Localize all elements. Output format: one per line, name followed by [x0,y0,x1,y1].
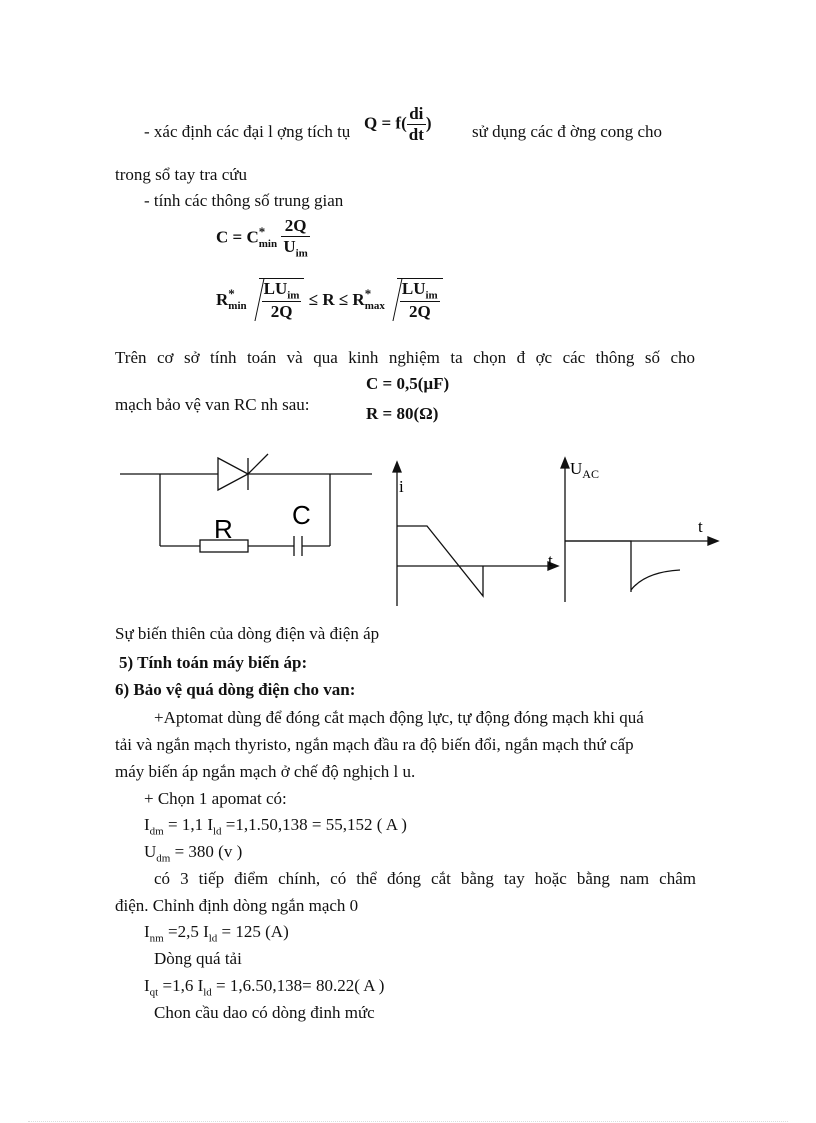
r-den: 2Q [270,302,293,322]
sqrt-right [397,278,443,322]
r-sup: * [228,286,235,302]
para1-line2: tải và ngắn mạch thyristo, ngắn mạch đầu ra độ biến đổi, ngắn mạch thứ cấp [115,735,634,754]
line1-prefix: - xác định các đại l ợng tích tụ [144,122,351,141]
r-num-main: LU [263,279,288,298]
q-lhs: Q = f( [364,113,407,133]
r-left: R [216,290,229,310]
graph1-xlabel: t [548,551,553,570]
figure-caption: Sự biến thiên của dòng điện và điện áp [115,624,380,643]
text-line-5: mạch bảo vệ van RC nh sau: [115,395,310,414]
r-mid: ≤ R ≤ R [304,290,365,310]
current-graph [393,462,558,606]
r-den-2: 2Q [408,302,431,322]
q-fraction [407,104,426,145]
inm-formula: $I_{nm} =2,5$ $I_{ld} = 125$ (A) [144,922,289,945]
heading-5: 5) Tính toán máy biến áp: [119,653,308,672]
r-num-sub: im [287,289,300,302]
graph1-ylabel: i [399,477,404,496]
idm-formula: $I_{dm} = 1,1$ $I_{ld} =1,1.50,138 = 55,152$ ( A ) [144,815,407,838]
c-value: C = 0,5(µF) [366,374,450,393]
para3-line1: có 3 tiếp điểm chính, có thể đóng cắt bằng tay hoặc bằng nam châm [154,869,696,888]
label-c: C [292,500,311,530]
iqt-formula: $I_{qt} =1,6$ $I_{ld} = 1,6.50,138= 80.22$( A ) [144,976,385,999]
r-sub-2: max [364,300,385,313]
heading-6: 6) Bảo vệ quá dòng điện cho van: [115,680,356,699]
equation-q [364,104,432,145]
text-line-4: Trên cơ sở tính toán và qua kinh nghiệm ta chọn đ ợc các thông số cho [115,348,695,367]
equation-r [216,278,443,322]
r-value: R = 80(Ω) [366,404,439,423]
text-line-1 [144,122,350,142]
para5: Chon cầu dao có dòng đinh mức [154,1003,375,1022]
label-r: R [214,514,233,544]
para2: + Chọn 1 apomat có: [144,789,287,808]
udm-formula: $U_{dm} = 380$ (v ) [144,842,243,865]
sqrt-left [259,278,305,322]
page-bottom-border [28,1121,788,1122]
r-sub: min [228,300,247,313]
r-num-sub-2: im [425,289,438,302]
q-denominator: dt [408,125,424,144]
thyristor-symbol [218,458,248,490]
para3-line2: điện. Chỉnh định dòng ngắn mạch 0 [115,896,359,915]
equation-c [216,216,310,259]
text-line-3: - tính các thông số trung gian [144,191,344,210]
rc-circuit-figure [0,440,816,620]
c-numerator: 2Q [281,216,310,237]
c-den-main: U [283,237,296,256]
r-sup-2: * [364,286,372,302]
q-close: ) [425,113,432,133]
para1-line1: +Aptomat dùng để đóng cắt mạch động lực, tự động đóng mạch khi quá [154,708,644,727]
c-sub: min [258,237,278,250]
c-den-sub: im [295,247,308,260]
q-numerator: di [407,104,426,125]
c-lhs: C = C [216,227,259,247]
text-line-2: trong sổ tay tra cứu [115,165,247,184]
graph2-ylabel: $U_{AC}$ [570,459,599,481]
c-fraction [281,216,310,259]
graph2-xlabel: t [698,517,703,536]
para1-line3: máy biến áp ngắn mạch ở chế độ nghịch l u. [115,762,416,781]
para4: Dòng quá tải [154,949,242,968]
r-num-main-2: LU [401,279,426,298]
line1-suffix: sử dụng các đ ờng cong cho [472,122,663,141]
c-sup: * [258,223,266,239]
